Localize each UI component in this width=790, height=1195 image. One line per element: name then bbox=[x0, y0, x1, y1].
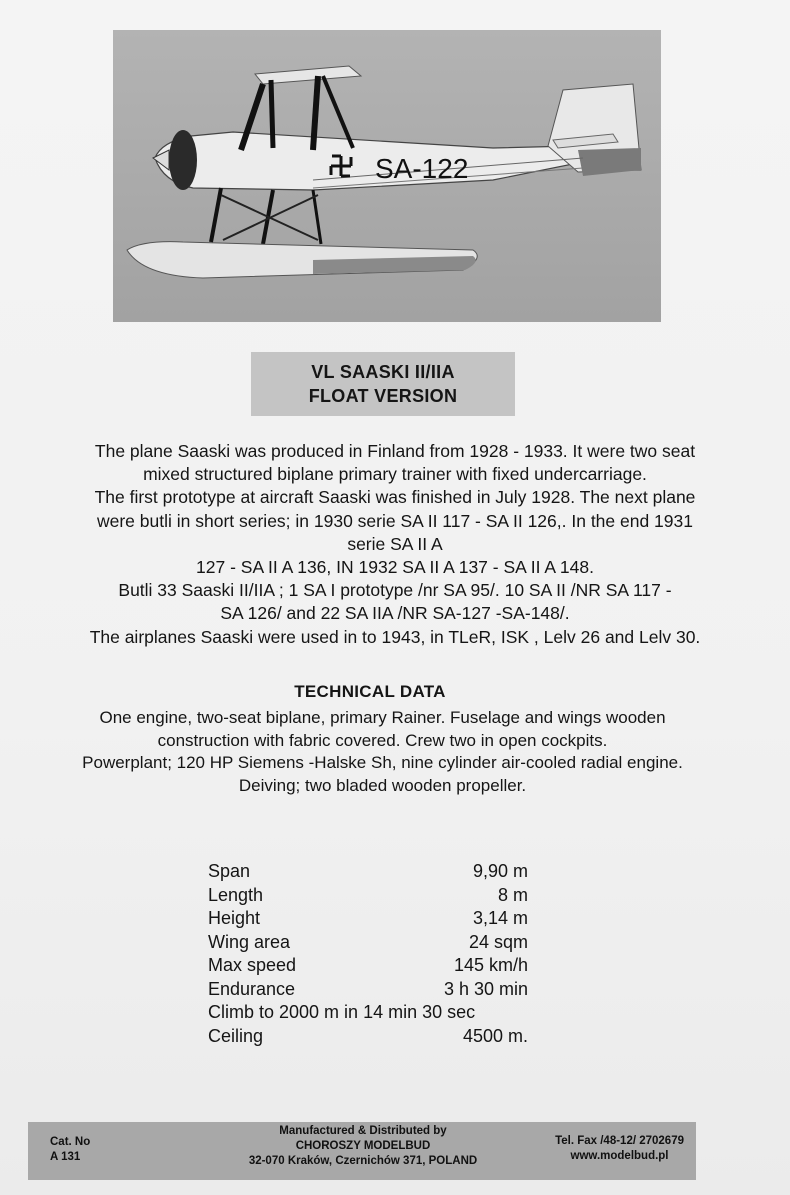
intro-line: SA 126/ and 22 SA IIA /NR SA-127 -SA-148/. bbox=[220, 603, 570, 624]
website: www.modelbud.pl bbox=[570, 1150, 669, 1162]
intro-line: 127 - SA II A 136, IN 1932 SA II A 137 - SA II A 148. bbox=[196, 557, 594, 578]
catalog-label: Cat. No bbox=[50, 1136, 91, 1148]
phone-fax: Tel. Fax /48-12/ 2702679 bbox=[555, 1135, 684, 1147]
seaplane-illustration bbox=[113, 30, 661, 322]
spec-label: Endurance bbox=[208, 978, 296, 999]
technical-data-heading: TECHNICAL DATA bbox=[294, 682, 446, 701]
spec-row-climb bbox=[208, 1001, 528, 1025]
registration-mark: SA-122 bbox=[375, 153, 469, 184]
spec-row-wing-area bbox=[208, 931, 528, 955]
technical-line: One engine, two-seat biplane, primary Rainer. Fuselage and wings wooden bbox=[99, 708, 666, 727]
manufacturer-footer bbox=[28, 1122, 696, 1180]
spec-row-ceiling bbox=[208, 1025, 528, 1049]
aircraft-photo bbox=[113, 30, 661, 322]
contact-info bbox=[555, 1134, 684, 1164]
spec-row-height bbox=[208, 907, 528, 931]
spec-label: Wing area bbox=[208, 931, 291, 952]
intro-line: The first prototype at aircraft Saaski was finished in July 1928. The next plane bbox=[94, 487, 696, 508]
manufacturer-info bbox=[198, 1124, 528, 1169]
spec-value: 145 km/h bbox=[453, 955, 528, 975]
spec-value: 4500 m. bbox=[462, 1025, 528, 1046]
spec-row-endurance bbox=[208, 978, 528, 1002]
spec-row-max-speed bbox=[208, 954, 528, 978]
intro-line: mixed structured biplane primary trainer with fixed undercarriage. bbox=[143, 464, 647, 485]
catalog-number bbox=[50, 1135, 90, 1165]
spec-label: Height bbox=[208, 908, 261, 928]
intro-line: Butli 33 Saaski II/IIA ; 1 SA I prototype /nr SA 95/. 10 SA II /NR SA 117 - bbox=[118, 580, 672, 601]
title-box bbox=[251, 352, 515, 416]
spec-value: 3 h 30 min bbox=[443, 978, 528, 999]
spec-value: 3,14 m bbox=[472, 908, 528, 928]
manufacturer-address: 32-070 Kraków, Czernichów 371, POLAND bbox=[248, 1155, 478, 1167]
intro-paragraph bbox=[0, 440, 790, 649]
technical-description bbox=[0, 707, 765, 797]
spec-row-length bbox=[208, 884, 528, 908]
title-line-1: VL SAASKI II/IIA bbox=[311, 362, 455, 382]
intro-line: serie SA II A bbox=[347, 533, 443, 554]
manufacturer-line: Manufactured & Distributed by bbox=[279, 1125, 447, 1137]
technical-line: Deiving; two bladed wooden propeller. bbox=[238, 775, 527, 795]
spec-value: 24 sqm bbox=[468, 931, 528, 952]
title-line-2: FLOAT VERSION bbox=[308, 386, 458, 406]
specifications-table bbox=[208, 860, 528, 1048]
technical-line: construction with fabric covered. Crew two in open cockpits. bbox=[157, 730, 608, 750]
intro-line: The airplanes Saaski were used in to 1943, in TLeR, ISK , Lelv 26 and Lelv 30. bbox=[89, 626, 701, 647]
catalog-value: A 131 bbox=[50, 1151, 81, 1163]
spec-row-span bbox=[208, 860, 528, 884]
spec-label: Span bbox=[208, 861, 251, 881]
spec-label: Ceiling bbox=[208, 1025, 264, 1046]
spec-climb-text: Climb to 2000 m in 14 min 30 sec bbox=[208, 1002, 476, 1022]
spec-value: 8 m bbox=[497, 884, 528, 905]
technical-line: Powerplant; 120 HP Siemens -Halske Sh, nine cylinder air-cooled radial engine. bbox=[82, 753, 683, 772]
intro-line: were butli in short series; in 1930 serie SA II 117 - SA II 126,. In the end 1931 bbox=[96, 510, 693, 531]
intro-line: The plane Saaski was produced in Finland from 1928 - 1933. It were two seat bbox=[94, 441, 696, 461]
spec-label: Max speed bbox=[208, 955, 297, 975]
manufacturer-name: CHOROSZY MODELBUD bbox=[295, 1140, 431, 1152]
spec-label: Length bbox=[208, 884, 264, 905]
spec-value: 9,90 m bbox=[472, 861, 528, 881]
